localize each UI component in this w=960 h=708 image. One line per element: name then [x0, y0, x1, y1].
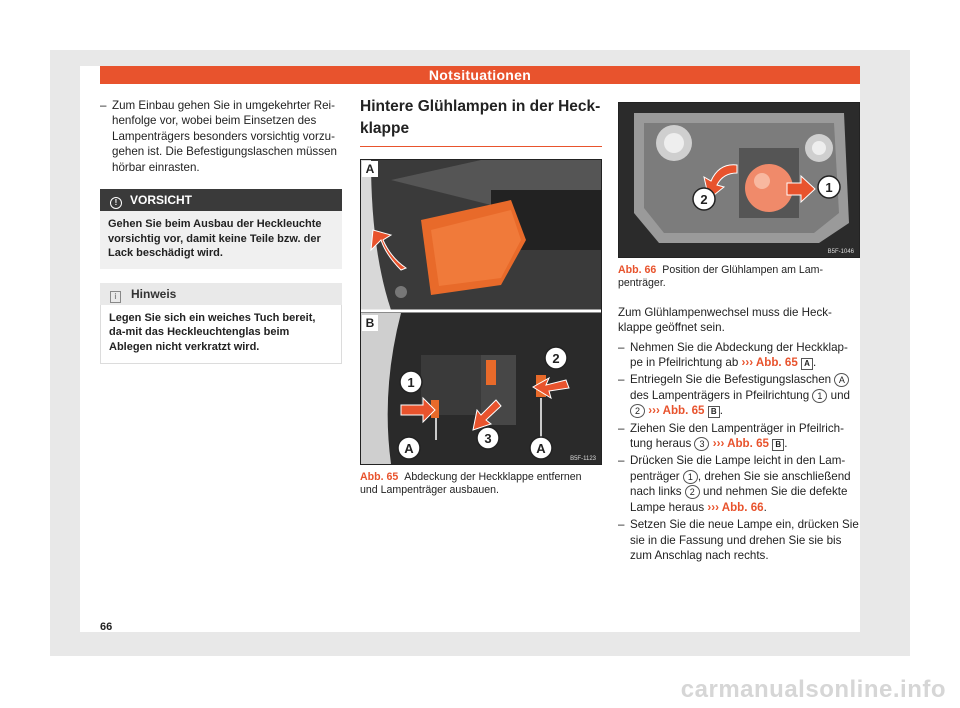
list-item: – Entriegeln Sie die Befestigungslaschen A des Lampenträgers in Pfeilrichtung 1 und 2 ››› Abb. 65 B . [618, 373, 850, 418]
section-title: Hintere Glühlampen in der Heck-klappe [360, 96, 602, 147]
list-item: – Ziehen Sie den Lampenträger in Pfeilrich-tung heraus 3 ››› Abb. 65 B . [618, 421, 844, 451]
note-title: Hinweis [131, 286, 177, 301]
dash-bullet: – [100, 99, 107, 112]
figure-code: B5F-1123 [570, 456, 596, 462]
figure-reference-link[interactable]: ››› Abb. 65 [741, 356, 798, 370]
callout-2: 2 [700, 192, 708, 207]
chapter-header: Notsituationen [100, 66, 860, 84]
dash-bullet: – [618, 373, 625, 387]
note-header [100, 283, 342, 305]
panel-marker: A [801, 358, 813, 370]
figure-66-illustration [619, 103, 859, 257]
warning-icon: ! [110, 197, 122, 209]
figure-code: B5F-1046 [827, 249, 854, 255]
callout-1: 1 [825, 180, 833, 195]
callout-marker: 1 [683, 470, 698, 484]
caution-header [100, 189, 342, 211]
watermark: carmanualsonline.info [680, 676, 946, 703]
panel-marker: B [772, 439, 784, 451]
list-item: – Setzen Sie die neue Lampe ein, drücken Sie sie in die Fassung und drehen Sie sie bis zum Anschlag nach rechts. [618, 518, 859, 562]
callout-1: 1 [407, 375, 415, 390]
page-number: 66 [100, 621, 113, 633]
column-middle [360, 98, 602, 498]
dash-bullet: – [618, 518, 625, 532]
list-item [100, 98, 342, 175]
caption-label: Abb. 66 [618, 264, 657, 276]
dash-bullet: – [618, 340, 625, 354]
panel-a-label: A [365, 162, 375, 176]
figure-65-illustration [361, 160, 601, 464]
caption-text: Abdeckung der Heckklappe entfernen und Lampenträger ausbauen. [360, 471, 582, 497]
info-icon: i [110, 291, 121, 303]
caution-title: VORSICHT [130, 193, 193, 208]
callout-a-right: A [536, 441, 546, 456]
caption-text: Position der Glühlampen am Lam-penträger. [618, 264, 824, 290]
list-item-text: Zum Einbau gehen Sie in umgekehrter Rei-henfolge vor, wobei beim Einsetzen des Lampenträgers besonders vorsichtig vorzu-gehen ist. Die Befestigungslaschen müssen hörbar einrasten. [112, 99, 337, 174]
figure-65 [360, 159, 602, 465]
figure-66 [618, 102, 860, 258]
callout-marker: 2 [685, 485, 700, 499]
callout-3: 3 [484, 431, 492, 446]
callout-marker: 2 [630, 404, 645, 418]
callout-2: 2 [552, 351, 560, 366]
note-body: Legen Sie sich ein weiches Tuch bereit, da-mit das Heckleuchtenglas beim Ablegen nicht verkratzt wird. [100, 305, 342, 364]
callout-marker: A [834, 373, 849, 387]
callout-marker: 1 [812, 389, 827, 403]
panel-b-label: B [365, 316, 375, 330]
caption-label: Abb. 65 [360, 471, 399, 483]
caution-box [100, 189, 342, 269]
caution-body: Gehen Sie beim Ausbau der Heckleuchte vorsichtig vor, damit keine Teile bzw. der Lack beschädigt wird. [100, 211, 342, 269]
list-item: – Drücken Sie die Lampe leicht in den Lam-penträger 1 , drehen Sie sie anschließend nach links 2 und nehmen Sie die defekte Lampe heraus ››› Abb. 66. [618, 454, 851, 514]
dash-bullet: – [618, 454, 625, 468]
column-right [618, 98, 860, 565]
panel-marker: B [708, 406, 720, 418]
intro-paragraph: Zum Glühlampenwechsel muss die Heck-klappe geöffnet sein. [618, 305, 832, 335]
note-box [100, 283, 342, 364]
column-left [100, 98, 342, 364]
figure-65-caption [360, 471, 602, 498]
callout-a-left: A [404, 441, 414, 456]
figure-reference-link[interactable]: ››› Abb. 66 [707, 500, 764, 514]
callout-marker: 3 [694, 437, 709, 451]
figure-reference-link[interactable]: ››› Abb. 65 [648, 404, 705, 418]
list-item: – Nehmen Sie die Abdeckung der Heckklap-pe in Pfeilrichtung ab ››› Abb. 65 A . [618, 340, 848, 370]
figure-reference-link[interactable]: ››› Abb. 65 [712, 437, 769, 451]
figure-66-caption [618, 264, 860, 291]
dash-bullet: – [618, 421, 625, 435]
